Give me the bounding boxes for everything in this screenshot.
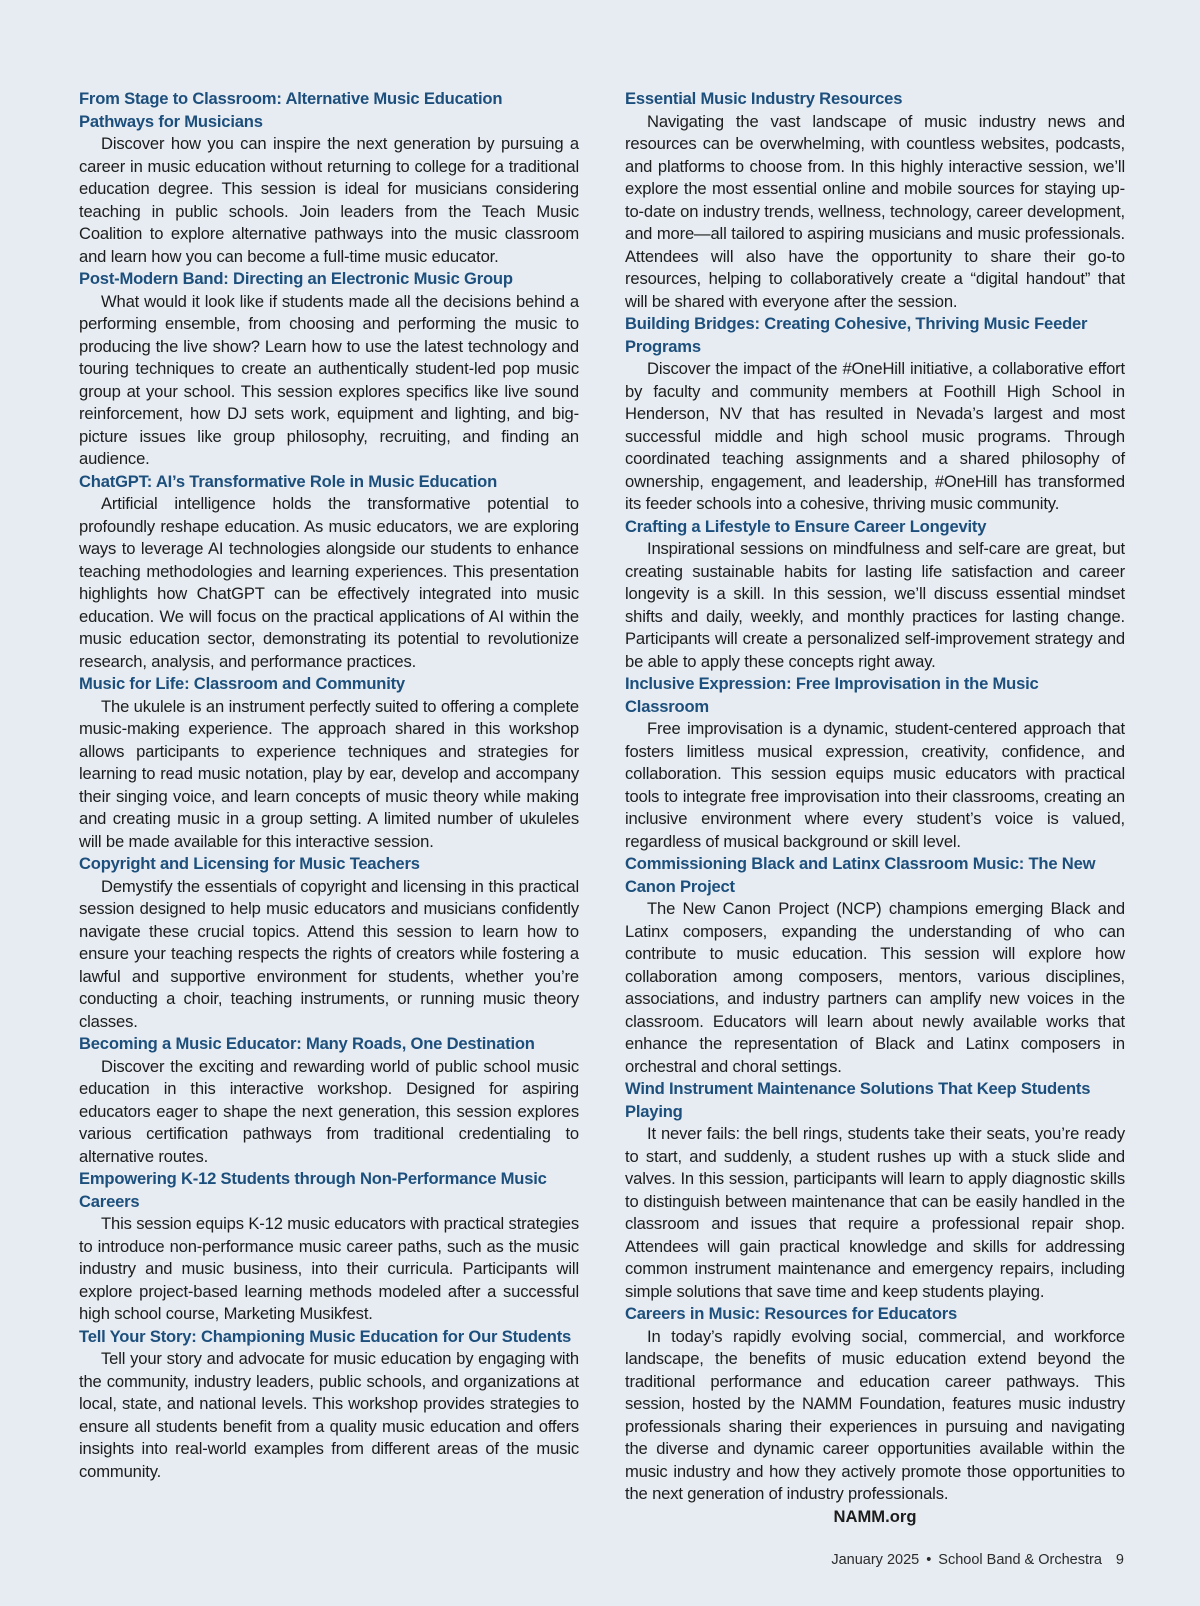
session-description: Demystify the essentials of copyright and licensing in this practical session designed to help music educators and musicians confidently navigate these crucial topics. Attend this session to learn how to ensure your teaching respects the rights of creators while fostering a lawful and supportive environment for students, whether you’re conducting a choir, teaching instruments, or running music theory classes. xyxy=(79,876,579,1031)
session-description: Inspirational sessions on mindfulness and self-care are great, but creating sustainable habits for lasting life satisfaction and career longevity is a skill. In this session, we’ll discuss essential mindset shifts and daily, weekly, and monthly practices for lasting change. Participants will create a personalized self-improvement strategy and be able to apply these concepts right away. xyxy=(625,539,1125,671)
page-footer xyxy=(831,1552,1124,1568)
session-description: Discover the impact of the #OneHill initiative, a collaborative effort by faculty and community members at Foothill High School in Henderson, NV that has resulted in Nevada’s largest and most successful middle and high school music programs. Through coordinated teaching assignments and a shared philosophy of ownership, engagement, and leadership, #OneHill has transformed its feeder schools into a cohesive, thriving music community. xyxy=(625,359,1125,513)
session-description: The New Canon Project (NCP) champions emerging Black and Latinx composers, expanding the understanding of who can contribute to music education. This session will explore how collaboration among composers, mentors, various disciplines, associations, and industry partners can amplify new voices in the classroom. Educators will learn about newly available works that enhance the representation of Black and Latinx composers in orchestral and choral settings. xyxy=(625,899,1125,1076)
issue-date: January 2025 xyxy=(831,1552,920,1568)
session-title: Tell Your Story: Championing Music Education for Our Students xyxy=(79,1326,572,1346)
session-title: Music for Life: Classroom and Community xyxy=(79,674,405,693)
session-title: Building Bridges: Creating Cohesive, Thriving Music Feeder Programs xyxy=(625,314,1088,356)
session-description: Tell your story and advocate for music education by engaging with the community, industry leaders, public schools, and organizations at local, state, and national levels. This workshop provides strategies to ensure all students benefit from a quality music education and offers insights into real-world examples from different areas of the music community. xyxy=(79,1349,579,1481)
session-title: Commissioning Black and Latinx Classroom Music: The New Canon Project xyxy=(625,854,1096,896)
session-description: What would it look like if students made all the decisions behind a performing ensemble, from choosing and performing the music to producing the live show? Learn how to use the latest technology and touring techniques to create an authentically student-led pop music group at your school. This session explores specifics like live sound reinforcement, how DJ sets work, equipment and lighting, and big-picture issues like group philosophy, recruiting, and finding an audience. xyxy=(79,291,579,468)
session-title: Post-Modern Band: Directing an Electronic Music Group xyxy=(79,269,513,288)
session-description: This session equips K-12 music educators with practical strategies to introduce non-performance music career paths, such as the music industry and music business, into their curricula. Participants will explore project-based learning methods modeled after a successful high school course, Marketing Musikfest. xyxy=(79,1214,579,1323)
page-number: 9 xyxy=(1115,1552,1124,1568)
session-title: Essential Music Industry Resources xyxy=(625,89,903,108)
session-title: From Stage to Classroom: Alternative Music Education Pathways for Musicians xyxy=(79,89,503,131)
session-description: Artificial intelligence holds the transformative potential to profoundly reshape education. As music educators, we are exploring ways to leverage AI technologies alongside our students to enhance teaching methodologies and learning experiences. This presentation highlights how ChatGPT can be effectively integrated into music education. We will focus on the practical applications of AI within the music education sector, demonstrating its potential to revolutionize research, analysis, and performance practices. xyxy=(79,494,579,671)
publication-name: School Band & Orchestra xyxy=(938,1552,1102,1568)
session-title: Wind Instrument Maintenance Solutions That Keep Students Playing xyxy=(625,1079,1091,1121)
session-description: Discover the exciting and rewarding world of public school music education in this interactive workshop. Designed for aspiring educators eager to shape the next generation, this session explores various certification pathways from traditional credentialing to alternative routes. xyxy=(79,1056,579,1166)
left-column xyxy=(79,88,579,1483)
session-title: ChatGPT: AI’s Transformative Role in Music Education xyxy=(79,471,498,491)
session-title: Copyright and Licensing for Music Teachers xyxy=(79,854,420,873)
footer-separator: • xyxy=(926,1552,932,1568)
right-column xyxy=(625,88,1125,1528)
session-title: Empowering K-12 Students through Non-Performance Music Careers xyxy=(79,1169,547,1211)
session-title: Careers in Music: Resources for Educators xyxy=(625,1304,958,1323)
session-description: Navigating the vast landscape of music industry news and resources can be overwhelming, with countless websites, podcasts, and platforms to choose from. In this highly interactive session, we’ll explore the most essential online and mobile sources for staying up-to-date on industry trends, wellness, technology, career development, and more—all tailored to aspiring musicians and music professionals. Attendees will also have the opportunity to share their go-to resources, helping to collaboratively create a “digital handout” that will be shared with everyone after the session. xyxy=(625,111,1125,311)
session-title: Crafting a Lifestyle to Ensure Career Longevity xyxy=(625,516,987,536)
session-title: Becoming a Music Educator: Many Roads, One Destination xyxy=(79,1034,535,1053)
session-description: It never fails: the bell rings, students take their seats, you’re ready to start, and suddenly, a student rushes up with a stuck slide and valves. In this session, participants will learn to apply diagnostic skills to distinguish between maintenance that can be easily handled in the classroom and issues that require a professional repair shop. Attendees will gain practical knowledge and skills for addressing common instrument maintenance and emergency repairs, including simple solutions that save time and keep students playing. xyxy=(625,1124,1125,1301)
session-description: Discover how you can inspire the next generation by pursuing a career in music education without returning to college for a traditional education degree. This session is ideal for musicians considering teaching in public schools. Join leaders from the Teach Music Coalition to explore alternative pathways into the music classroom and learn how you can become a full-time music educator. xyxy=(79,134,579,266)
session-description: In today’s rapidly evolving social, commercial, and workforce landscape, the benefits of music education extend beyond the traditional performance and education career pathways. This session, hosted by the NAMM Foundation, features music industry professionals sharing their experiences in pursuing and navigating the diverse and dynamic career opportunities available within the music industry and how they actively promote those opportunities to the next generation of industry professionals. xyxy=(625,1326,1125,1503)
session-description: Free improvisation is a dynamic, student-centered approach that fosters limitless musical expression, creativity, confidence, and collaboration. This session equips music educators with practical tools to integrate free improvisation into their classrooms, creating an inclusive environment where every student’s voice is valued, regardless of musical background or skill level. xyxy=(625,719,1125,851)
namm-website-link[interactable]: NAMM.org xyxy=(833,1506,917,1526)
session-description: The ukulele is an instrument perfectly suited to offering a complete music-making experience. The approach shared in this workshop allows participants to experience techniques and strategies for learning to read music notation, play by ear, develop and accompany their singing voice, and learn concepts of music theory while making and creating music in a group setting. A limited number of ukuleles will be made available for this interactive session. xyxy=(79,696,579,851)
session-title: Inclusive Expression: Free Improvisation in the Music Classroom xyxy=(625,674,1039,716)
